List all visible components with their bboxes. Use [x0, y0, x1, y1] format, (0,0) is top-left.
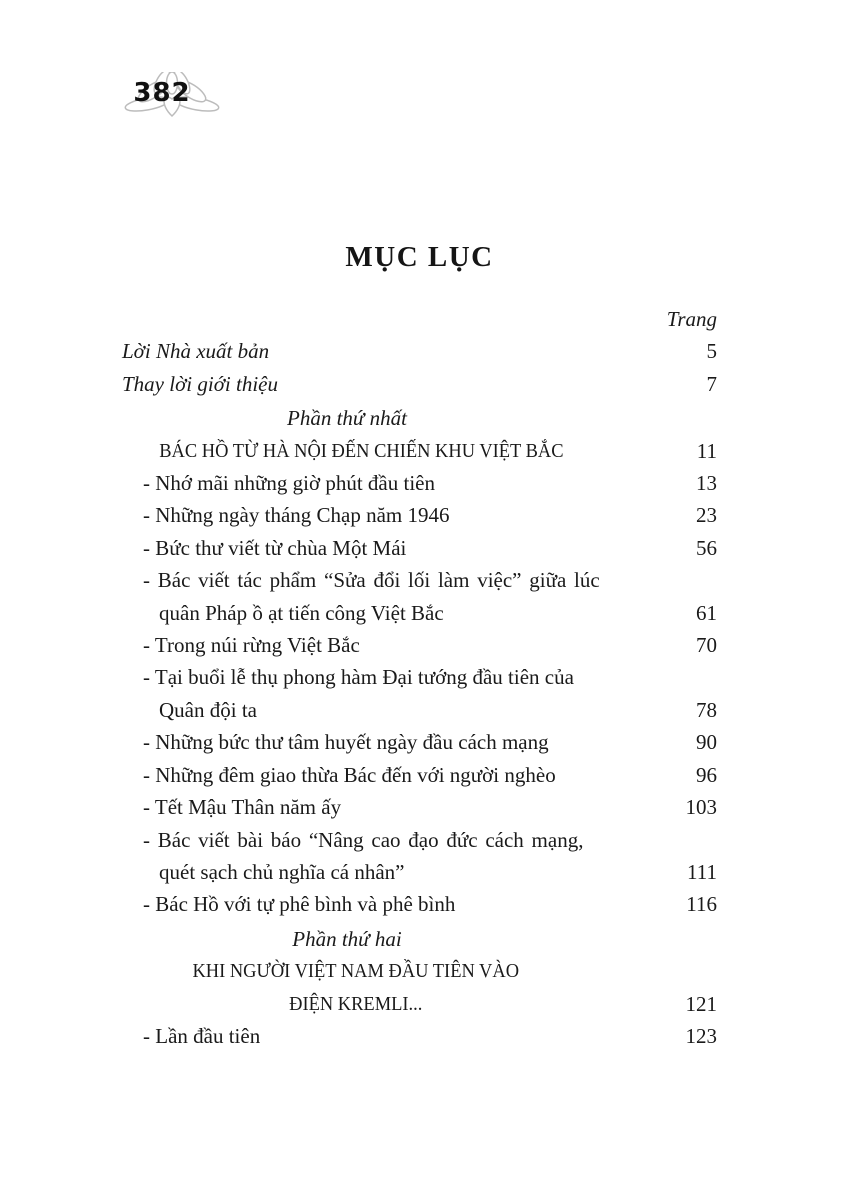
toc-item-row [122, 791, 717, 823]
toc-entry-title [122, 791, 680, 823]
toc-item-row [122, 335, 717, 367]
toc-item-row [122, 629, 717, 661]
toc-entry-line: Quân đội ta [159, 697, 257, 722]
toc-entry-page: 78 [696, 697, 717, 722]
toc-entry-line: Lời Nhà xuất bản [122, 339, 270, 364]
toc-entry-page: 123 [685, 1023, 717, 1048]
toc-entry-page: 11 [696, 438, 717, 463]
toc-entry-line: - Trong núi rừng Việt Bắc [143, 633, 360, 658]
toc-item-row [122, 1020, 717, 1052]
toc-entry-title [122, 726, 690, 758]
toc-entry-line: - Lần đầu tiên [143, 1023, 261, 1048]
toc-entry-line: - Bác viết bài báo “Nâng cao đạo đức cách mạng, [143, 827, 584, 852]
page-number-folio: 382 [133, 78, 191, 108]
toc-entry-line: BÁC HỒ TỪ HÀ NỘI ĐẾN CHIẾN KHU VIỆT BẮC [159, 439, 564, 462]
toc-entry-title [122, 955, 680, 1020]
toc-entries [122, 335, 717, 1052]
page-title: MỤC LỤC [345, 241, 494, 273]
toc-entry-title [122, 888, 680, 920]
toc-entry-line: - Những bức thư tâm huyết ngày đầu cách mạng [143, 730, 549, 755]
toc-entry-page: 96 [696, 762, 717, 787]
toc-entry-page: 111 [687, 859, 717, 884]
toc-entry-title [122, 532, 690, 564]
toc-entry-title [122, 759, 690, 791]
toc-part-title-row [122, 435, 717, 467]
toc-entry-page: 90 [696, 730, 717, 755]
toc-entry-title [122, 467, 690, 499]
toc-item-row [122, 888, 717, 920]
toc-entry-title [122, 661, 690, 726]
toc-entry-page: 13 [696, 471, 717, 496]
toc-entry-line: - Những đêm giao thừa Bác đến với người nghèo [143, 762, 556, 787]
toc-entry-page: 121 [685, 991, 717, 1016]
toc-entry-line: - Bác Hồ với tự phê bình và phê bình [143, 892, 456, 917]
toc-entry-title [122, 629, 690, 661]
toc-item-row [122, 467, 717, 499]
toc-entry-line: - Những ngày tháng Chạp năm 1946 [143, 503, 450, 528]
toc-entry-title [122, 368, 701, 400]
toc-entry-page: 61 [696, 600, 717, 625]
toc-item-row [122, 759, 717, 791]
toc-entry-page: 116 [686, 892, 717, 917]
toc-entry-line: - Tại buổi lễ thụ phong hàm Đại tướng đầu tiên của [143, 665, 574, 690]
column-header-trang: Trang [666, 307, 717, 331]
toc-entry-title [122, 824, 681, 889]
toc-item-row [122, 661, 717, 726]
toc-item-row [122, 564, 717, 629]
toc-entry-line: - Tết Mậu Thân năm ấy [143, 795, 342, 820]
toc-entry-page: 103 [685, 795, 717, 820]
toc-item-row [122, 726, 717, 758]
toc-item-row [122, 824, 717, 889]
toc-entry-page: 23 [696, 503, 717, 528]
toc-entry-line: - Nhớ mãi những giờ phút đầu tiên [143, 471, 435, 496]
toc-entry-line: - Bác viết tác phẩm “Sửa đổi lối làm việc” giữa lúc [143, 568, 600, 593]
toc-entry-page: 56 [696, 535, 717, 560]
toc-part-label: Phần thứ nhất [287, 406, 407, 431]
toc-entry-title [122, 499, 690, 531]
toc-entry-line: quét sạch chủ nghĩa cá nhân” [159, 859, 405, 884]
toc-item-row [122, 499, 717, 531]
toc-entry-page: 5 [706, 339, 717, 364]
toc-entry-line: KHI NGƯỜI VIỆT NAM ĐẦU TIÊN VÀO [192, 960, 520, 983]
toc-entry-page: 70 [696, 633, 717, 658]
toc-item-row [122, 368, 717, 400]
toc-entry-title [122, 435, 691, 467]
toc-entry-line: quân Pháp ồ ạt tiến công Việt Bắc [159, 600, 444, 625]
toc-entry-title [122, 335, 701, 367]
toc-part-label: Phần thứ hai [292, 926, 402, 951]
toc-entry-title [122, 1020, 680, 1052]
toc-entry-title [122, 564, 690, 629]
folio-block [122, 72, 222, 120]
toc-entry-line: - Bức thư viết từ chùa Một Mái [143, 535, 407, 560]
table-of-contents [122, 303, 717, 1052]
toc-entry-line: Thay lời giới thiệu [122, 371, 278, 396]
toc-entry-line: ĐIỆN KREMLI... [289, 992, 423, 1015]
toc-entry-page: 7 [706, 371, 717, 396]
toc-item-row [122, 532, 717, 564]
toc-part-title-row [122, 955, 717, 1020]
